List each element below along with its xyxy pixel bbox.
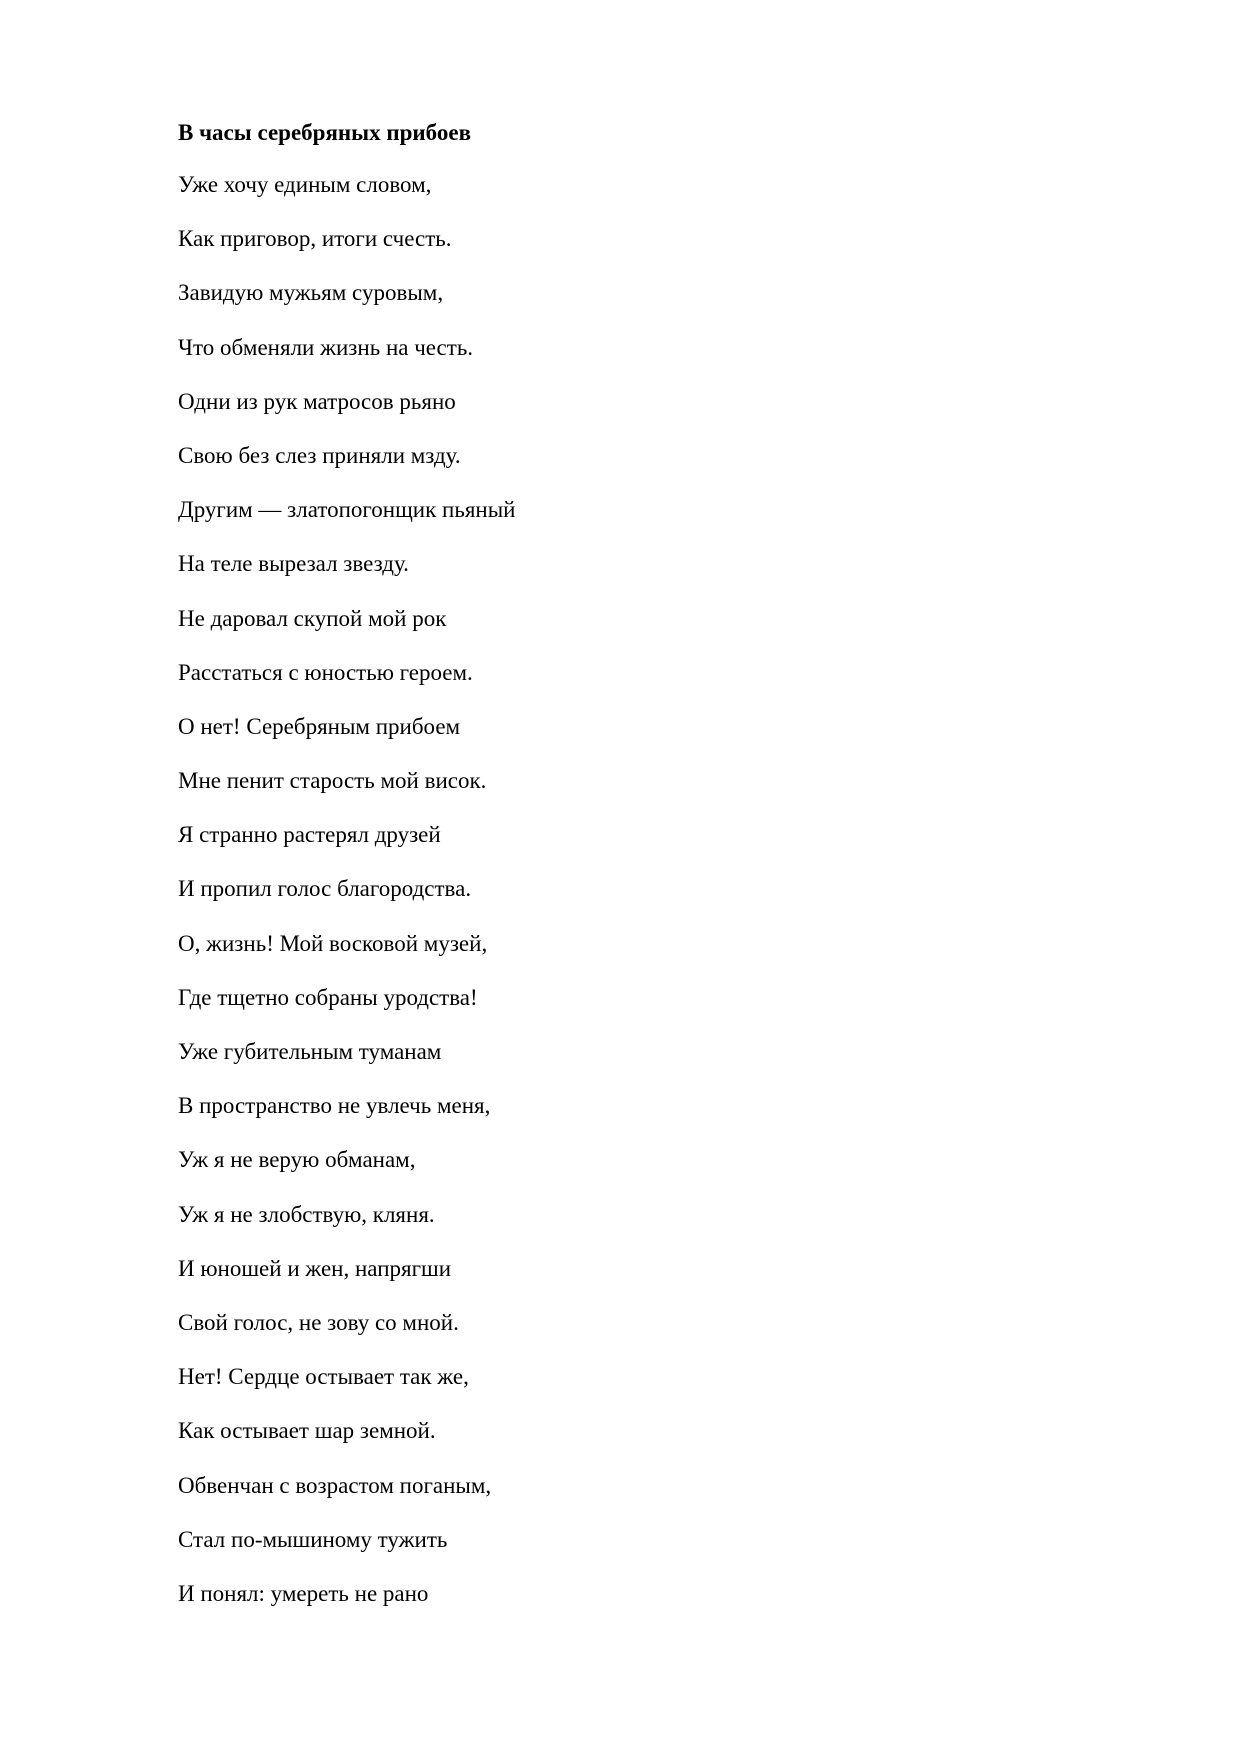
poem-line: Не даровал скупой мой рок (178, 605, 447, 631)
poem-line: Уже хочу единым словом, (178, 172, 432, 197)
poem-line: Нет! Сердце остывает так же, (178, 1364, 469, 1390)
poem-line: Что обменяли жизнь на честь. (178, 334, 474, 360)
poem-body (178, 114, 1078, 1629)
poem-line: Свою без слез приняли мзду. (178, 442, 461, 468)
poem-line: Другим — златопогонщик пьяный (178, 497, 516, 523)
poem-line: И пропил голос благородства. (178, 876, 472, 902)
poem-line: Мне пенит старость мой висок. (178, 768, 487, 794)
poem-line: В пространство не увлечь меня, (178, 1093, 491, 1119)
poem-line: Стал по-мышиному тужить (178, 1526, 448, 1552)
poem-line: Расстаться с юностью героем. (178, 659, 473, 685)
poem-line: И юношей и жен, напрягши (178, 1255, 452, 1281)
poem-line: Уж я не верую обманам, (178, 1147, 416, 1173)
poem-line: На теле вырезал звезду. (178, 551, 409, 577)
poem-line: Свой голос, не зову со мной. (178, 1309, 459, 1335)
poem-line: О, жизнь! Мой восковой музей, (178, 930, 488, 956)
poem-line: Уж я не злобствую, кляня. (178, 1201, 435, 1227)
poem-line: Где тщетно собраны уродства! (178, 984, 478, 1010)
poem-title: В часы серебряных прибоев (178, 120, 471, 145)
poem-line: Я странно растерял друзей (178, 822, 441, 848)
poem-line: Как остывает шар земной. (178, 1418, 436, 1444)
poem-line: Обвенчан с возрастом поганым, (178, 1472, 492, 1498)
poem-line: О нет! Серебряным прибоем (178, 713, 461, 739)
poem-line: Одни из рук матросов рьяно (178, 388, 456, 414)
poem-line: Уже губительным туманам (178, 1039, 442, 1064)
poem-line: Завидую мужьям суровым, (178, 280, 444, 306)
poem-line: Как приговор, итоги счесть. (178, 226, 452, 252)
poem-line: И понял: умереть не рано (178, 1580, 429, 1606)
poem-lines (178, 166, 1078, 1629)
